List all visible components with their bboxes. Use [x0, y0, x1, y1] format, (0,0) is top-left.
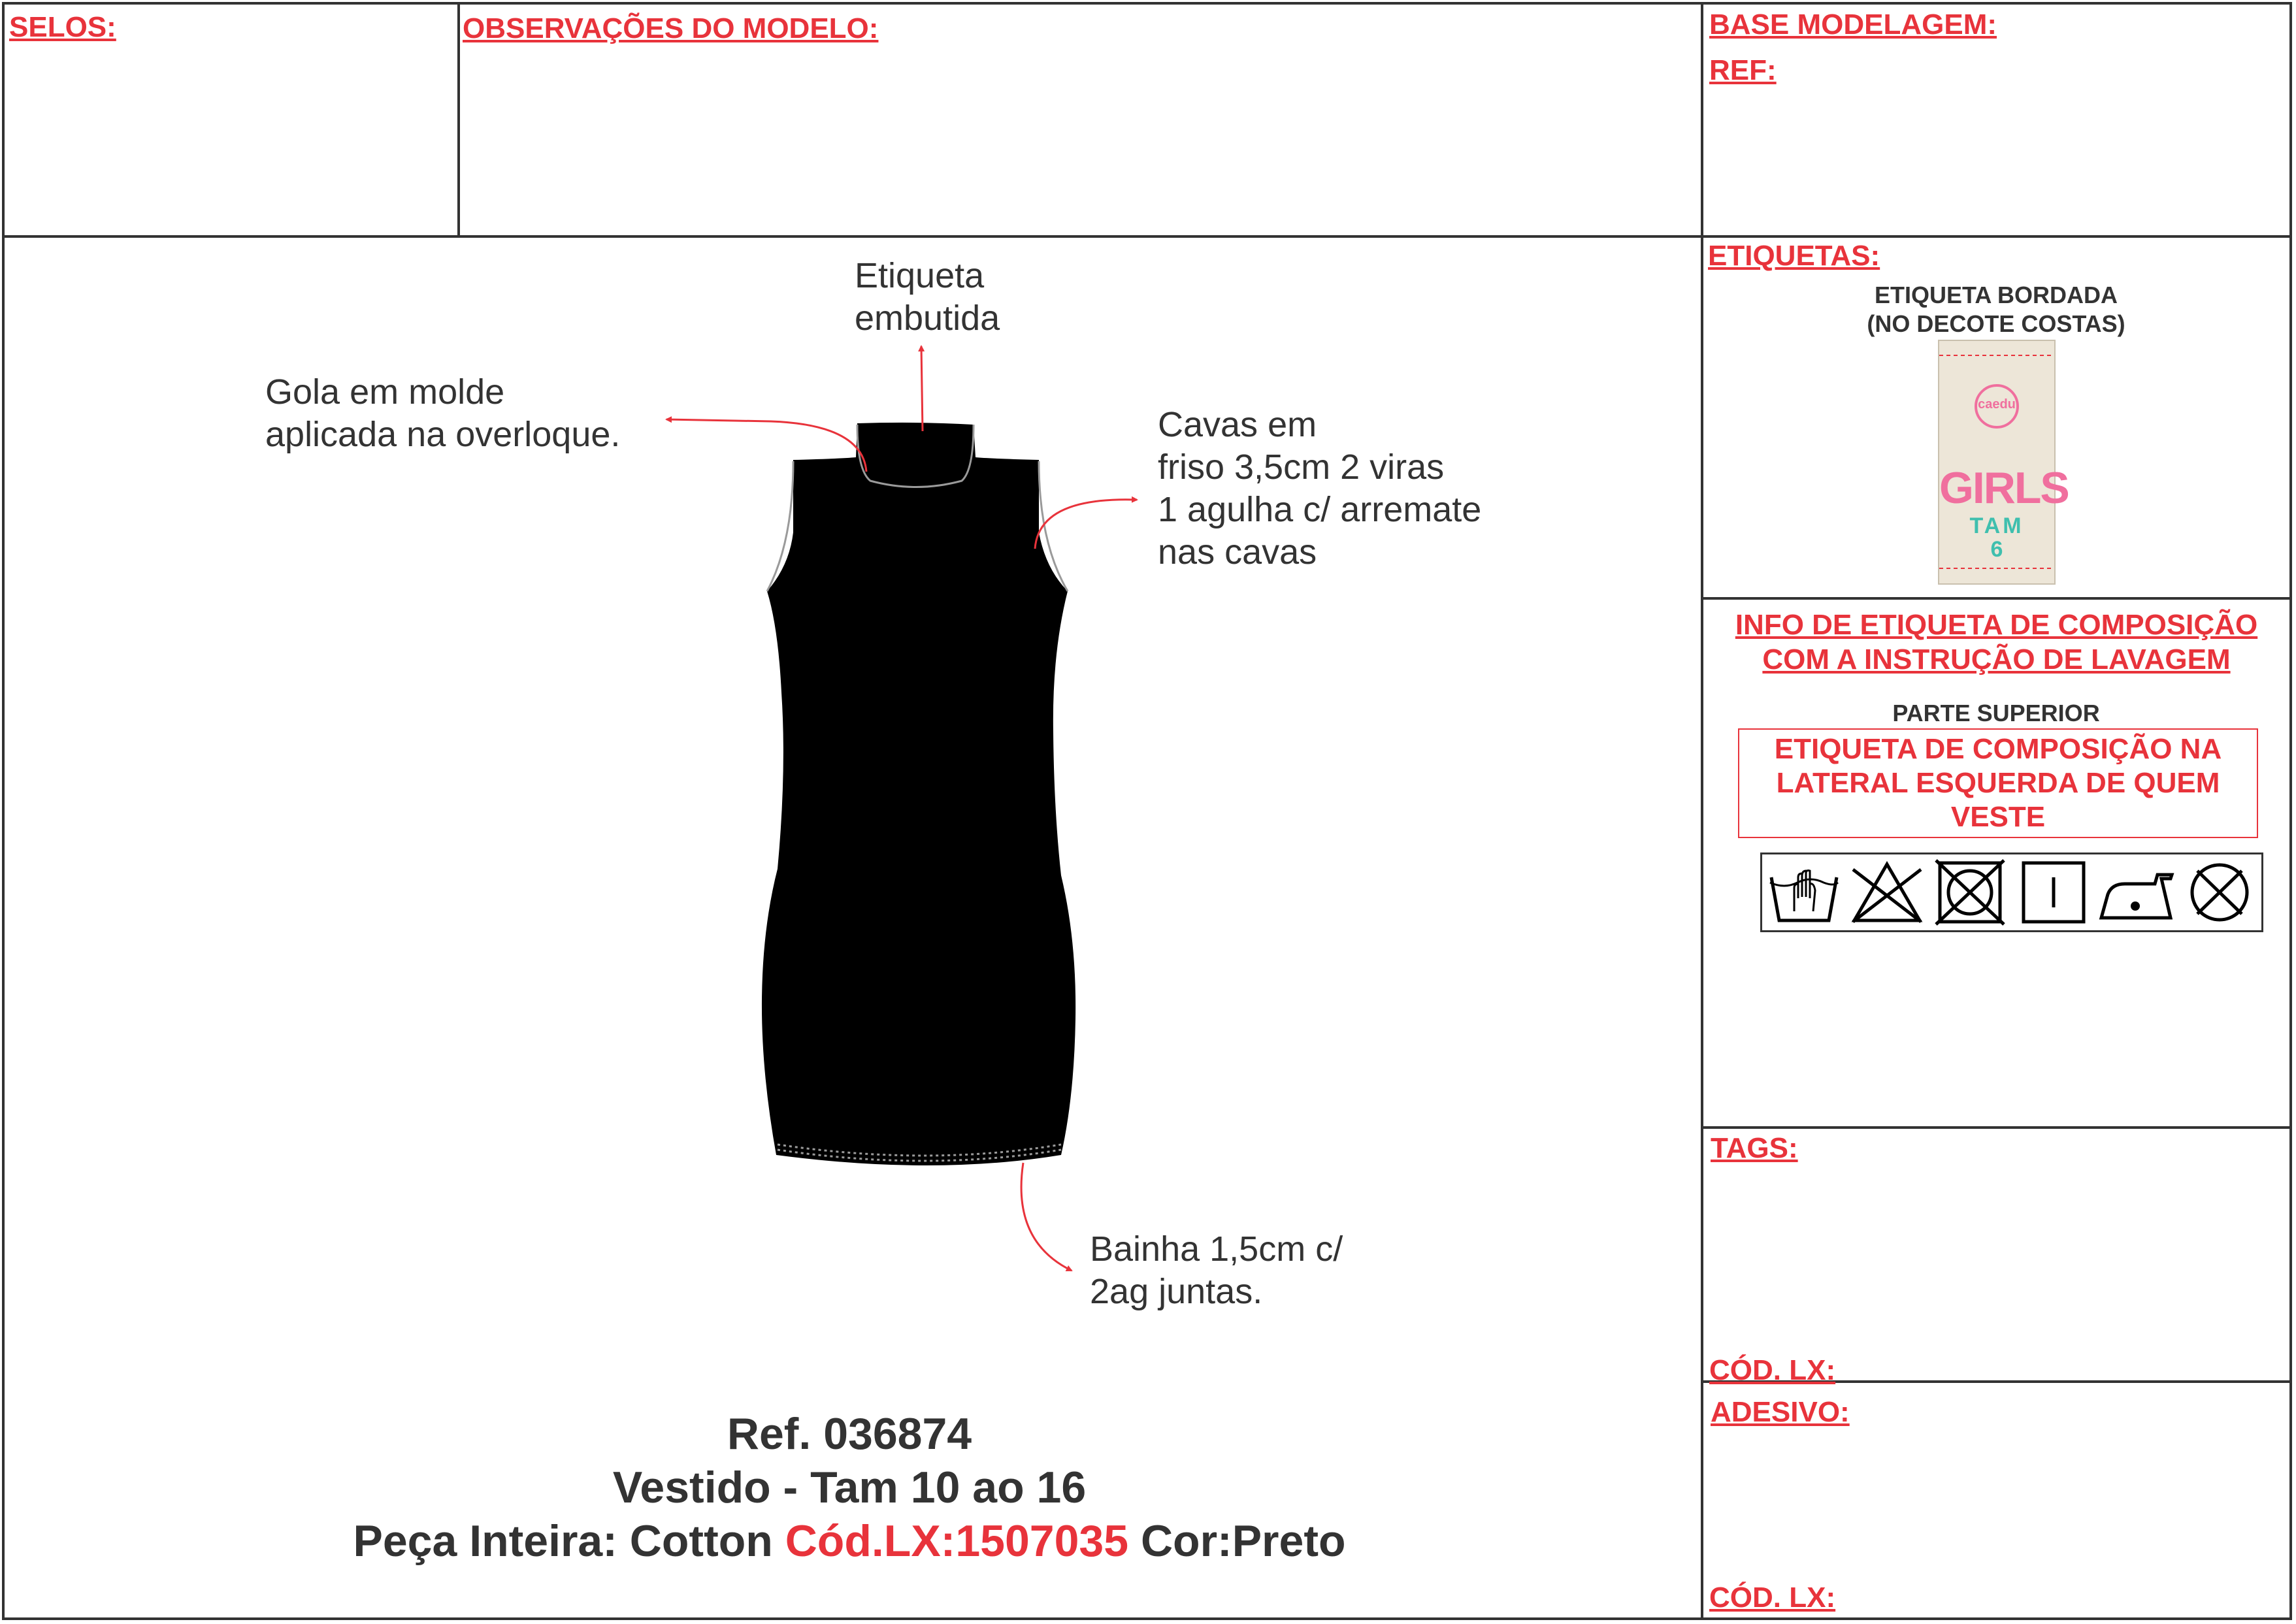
product-material: Peça Inteira: Cotton [353, 1516, 785, 1566]
bainha-note-1: Bainha 1,5cm c/ [1090, 1229, 1343, 1269]
do-not-tumble-dry-icon [1931, 858, 2009, 927]
info-composicao-header-1: INFO DE ETIQUETA DE COMPOSIÇÃO [1735, 609, 2258, 641]
cavas-note-2: friso 3,5cm 2 viras [1158, 447, 1445, 487]
gola-note-1: Gola em molde [265, 372, 505, 412]
gola-note-2: aplicada na overloque. [265, 415, 621, 454]
etiquetas-header: ETIQUETAS: [1708, 240, 1880, 272]
bainha-note-2: 2ag juntas. [1090, 1272, 1263, 1311]
base-modelagem-header: BASE MODELAGEM: [1709, 8, 1997, 41]
iron-low-icon [2097, 858, 2176, 927]
product-cod-lx: Cód.LX:1507035 [785, 1516, 1129, 1566]
adesivo-cod-lx: CÓD. LX: [1709, 1582, 1836, 1614]
ref-header: REF: [1709, 54, 1777, 86]
info-composicao-header-2: COM A INSTRUÇÃO DE LAVAGEM [1762, 643, 2231, 675]
girls-text: GIRLS [1939, 463, 2069, 513]
divider-etiquetas [1701, 597, 2292, 600]
cavas-note-1: Cavas em [1158, 405, 1317, 444]
product-material-line [0, 1516, 1699, 1567]
adesivo-header: ADESIVO: [1711, 1396, 1850, 1428]
divider-tags [1701, 1126, 2292, 1129]
cavas-note-4: nas cavas [1158, 532, 1317, 572]
parte-superior-label: PARTE SUPERIOR [1892, 700, 2100, 726]
etiqueta-embutida-note-1: Etiqueta [855, 256, 985, 295]
etiqueta-embutida-note-2: embutida [855, 299, 1000, 338]
tags-header: TAGS: [1711, 1132, 1798, 1164]
tam-text: TAM [1969, 513, 2024, 538]
hand-wash-icon [1765, 858, 1843, 927]
etiqueta-bordada-label: ETIQUETA BORDADA [1875, 282, 2118, 308]
composicao-note-text: ETIQUETA DE COMPOSIÇÃO NA LATERAL ESQUERDA DE QUEM VESTE [1774, 733, 2222, 833]
product-description: Vestido - Tam 10 ao 16 [612, 1463, 1087, 1512]
arrow-bainha [1021, 1163, 1072, 1271]
size-text: 6 [1990, 537, 2003, 562]
composicao-note-box [1738, 728, 2258, 838]
arrow-cavas [1035, 500, 1137, 549]
arrow-etiqueta [921, 346, 923, 431]
selos-header: SELOS: [9, 11, 116, 43]
brand-label-image [1938, 340, 2069, 585]
product-ref: Ref. 036874 [727, 1409, 972, 1459]
dress-illustration [762, 423, 1075, 1165]
product-color: Cor:Preto [1128, 1516, 1346, 1566]
do-not-dry-clean-icon [2180, 858, 2259, 927]
wash-instructions [1760, 853, 2263, 932]
cavas-note-3: 1 agulha c/ arremate [1158, 490, 1482, 529]
line-dry-icon [2014, 858, 2093, 927]
etiqueta-bordada-location: (NO DECOTE COSTAS) [1867, 310, 2125, 337]
tags-cod-lx: CÓD. LX: [1709, 1354, 1836, 1386]
divider-sidebar [1701, 2, 1703, 1620]
observacoes-header: OBSERVAÇÕES DO MODELO: [463, 12, 879, 44]
brand-logo: caedu [1978, 397, 2016, 412]
do-not-bleach-icon [1848, 858, 1926, 927]
